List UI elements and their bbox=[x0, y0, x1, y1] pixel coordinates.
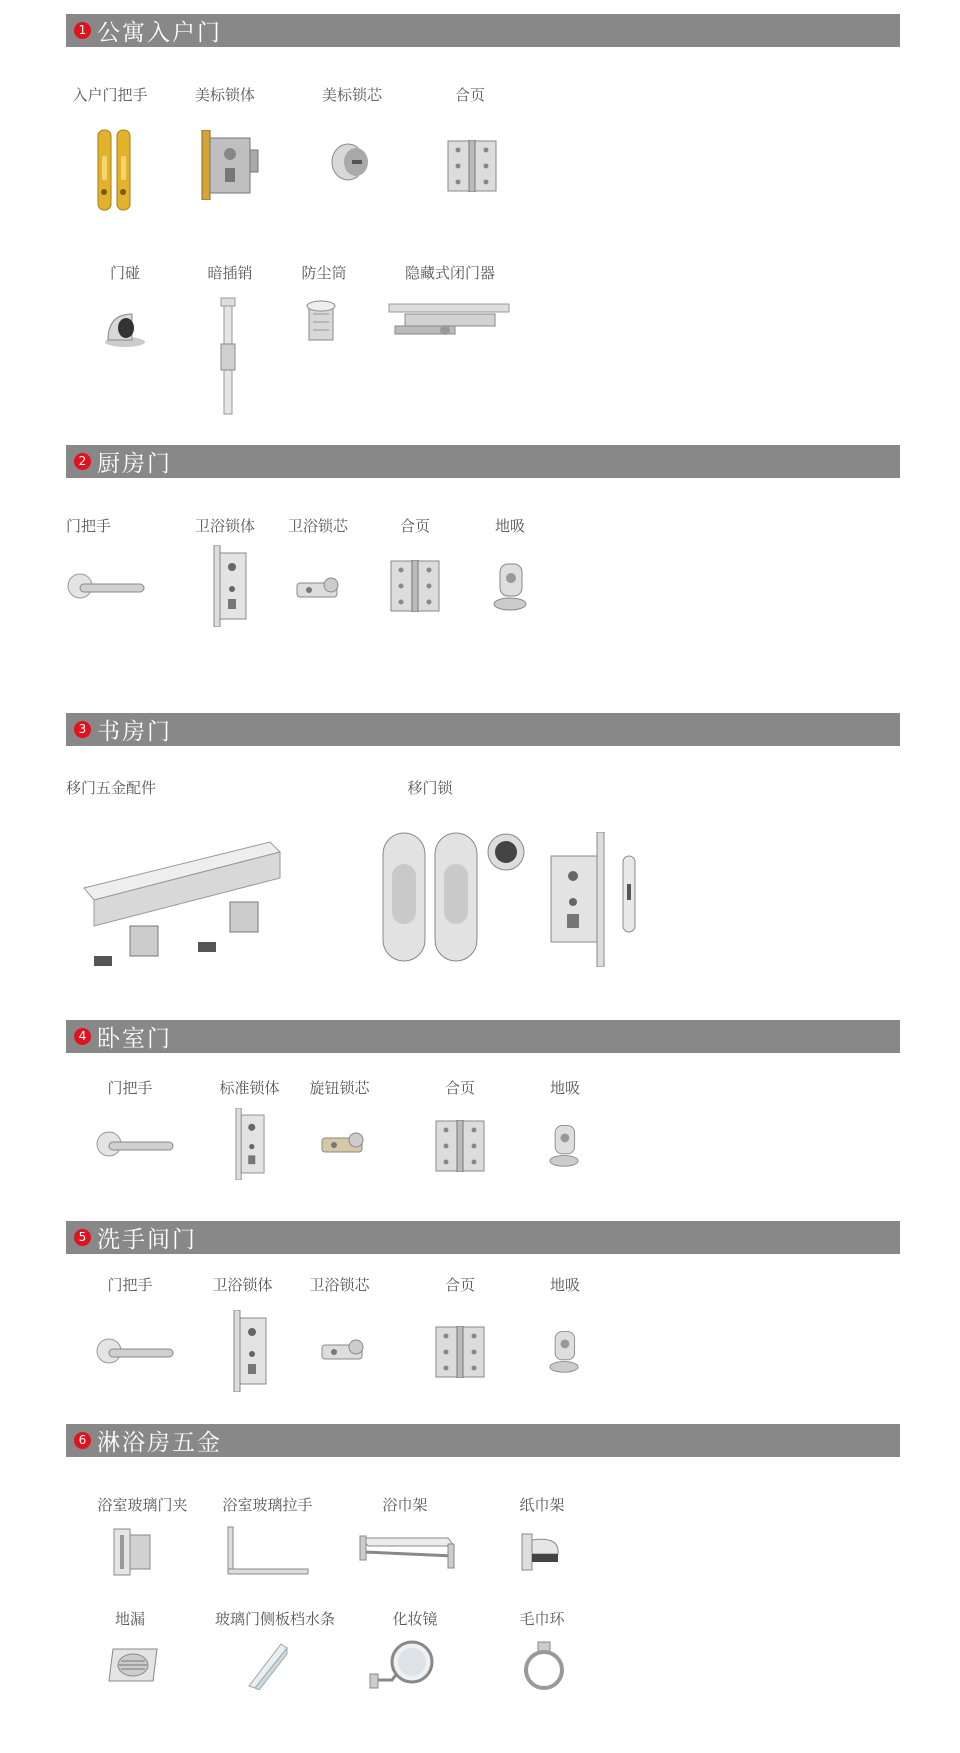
product-door-handle[interactable] bbox=[66, 515, 126, 536]
glass-pull-icon bbox=[222, 1525, 312, 1580]
section-title: 卧室门 bbox=[97, 1026, 172, 1052]
product-standard-mortise[interactable] bbox=[212, 1077, 287, 1098]
lock-cylinder-icon bbox=[330, 140, 374, 184]
towel-rack-icon bbox=[358, 1530, 458, 1570]
product-floor-stop[interactable] bbox=[490, 515, 530, 536]
lock-cylinder-icon bbox=[318, 1130, 368, 1160]
product-label: 浴巾架 bbox=[382, 1496, 428, 1514]
product-hinge[interactable] bbox=[435, 1274, 485, 1295]
mortise-lock-icon bbox=[200, 130, 260, 200]
product-label: 防尘筒 bbox=[301, 264, 347, 282]
product-concealed-closer[interactable] bbox=[395, 262, 505, 283]
product-label: 门把手 bbox=[66, 517, 112, 535]
product-door-stopper[interactable] bbox=[100, 262, 150, 283]
section-number-badge: 4 bbox=[74, 1028, 91, 1045]
product-label: 卫浴锁芯 bbox=[309, 1276, 370, 1294]
section-number-badge: 5 bbox=[74, 1229, 91, 1246]
product-bath-cylinder[interactable] bbox=[302, 1274, 377, 1295]
product-towel-ring[interactable] bbox=[512, 1608, 572, 1629]
flush-pull-icon bbox=[380, 830, 530, 965]
section-title: 厨房门 bbox=[97, 451, 172, 477]
floor-stop-icon bbox=[546, 1122, 582, 1168]
product-label: 浴室玻璃拉手 bbox=[222, 1496, 313, 1514]
lever-handle-icon bbox=[95, 1128, 175, 1160]
section-title: 书房门 bbox=[97, 719, 172, 745]
product-label: 移门锁 bbox=[407, 779, 453, 797]
lever-handle-icon bbox=[66, 570, 146, 602]
section-title: 公寓入户门 bbox=[97, 20, 222, 46]
product-floor-stop[interactable] bbox=[545, 1274, 585, 1295]
glass-clamp-icon bbox=[110, 1525, 155, 1580]
product-sliding-hardware[interactable] bbox=[66, 777, 176, 798]
product-label: 卫浴锁芯 bbox=[287, 517, 348, 535]
lock-cylinder-icon bbox=[318, 1337, 368, 1367]
product-label: 旋钮锁芯 bbox=[309, 1079, 370, 1097]
floor-drain-icon bbox=[105, 1645, 160, 1685]
product-makeup-mirror[interactable] bbox=[385, 1608, 445, 1629]
product-label: 卫浴锁体 bbox=[212, 1276, 273, 1294]
product-door-handle[interactable] bbox=[100, 1077, 160, 1098]
product-us-mortise[interactable] bbox=[180, 84, 270, 105]
product-dust-socket[interactable] bbox=[294, 262, 354, 283]
product-label: 地吸 bbox=[549, 1079, 580, 1097]
product-label: 毛巾环 bbox=[519, 1610, 565, 1628]
lock-cylinder-icon bbox=[293, 575, 343, 605]
section-number-badge: 1 bbox=[74, 22, 91, 39]
product-label: 移门五金配件 bbox=[66, 779, 157, 797]
product-label: 地吸 bbox=[494, 517, 525, 535]
product-label: 浴室玻璃门夹 bbox=[97, 1496, 188, 1514]
hinge-icon bbox=[435, 1326, 485, 1378]
flush-bolt-icon bbox=[215, 296, 241, 418]
product-label: 合页 bbox=[399, 517, 430, 535]
lever-handle-icon bbox=[95, 1335, 175, 1367]
product-seal-strip[interactable] bbox=[205, 1608, 345, 1629]
product-label: 门把手 bbox=[107, 1276, 153, 1294]
product-label: 隐藏式闭门器 bbox=[404, 264, 495, 282]
paper-holder-icon bbox=[520, 1528, 562, 1576]
makeup-mirror-icon bbox=[368, 1638, 434, 1694]
mortise-lock-icon bbox=[545, 832, 645, 967]
seal-strip-icon bbox=[245, 1640, 290, 1690]
product-glass-pull[interactable] bbox=[215, 1494, 320, 1515]
product-flush-bolt[interactable] bbox=[200, 262, 260, 283]
product-door-handle[interactable] bbox=[100, 1274, 160, 1295]
product-knob-cylinder[interactable] bbox=[302, 1077, 377, 1098]
product-label: 化妆镜 bbox=[392, 1610, 438, 1628]
product-label: 地吸 bbox=[549, 1276, 580, 1294]
product-hinge[interactable] bbox=[435, 1077, 485, 1098]
product-floor-stop[interactable] bbox=[545, 1077, 585, 1098]
product-bath-mortise[interactable] bbox=[205, 1274, 280, 1295]
hinge-icon bbox=[435, 1120, 485, 1172]
section-header-study bbox=[66, 713, 900, 746]
product-label: 纸巾架 bbox=[519, 1496, 565, 1514]
floor-stop-icon bbox=[546, 1328, 582, 1374]
product-hinge[interactable] bbox=[390, 515, 440, 536]
section-number-badge: 6 bbox=[74, 1432, 91, 1449]
section-header-bedroom bbox=[66, 1020, 900, 1053]
product-label: 美标锁体 bbox=[194, 86, 255, 104]
product-label: 门碰 bbox=[109, 264, 140, 282]
mortise-lock-icon bbox=[232, 1108, 268, 1180]
product-label: 合页 bbox=[444, 1079, 475, 1097]
hinge-icon bbox=[447, 140, 497, 192]
floor-stop-icon bbox=[490, 560, 530, 612]
product-us-cylinder[interactable] bbox=[312, 84, 392, 105]
product-bath-mortise[interactable] bbox=[190, 515, 260, 536]
product-towel-rack[interactable] bbox=[375, 1494, 435, 1515]
sliding-rail-icon bbox=[80, 838, 290, 973]
section-header-apartment-entry bbox=[66, 14, 900, 47]
product-label: 标准锁体 bbox=[219, 1079, 280, 1097]
section-header-kitchen bbox=[66, 445, 900, 478]
section-header-washroom bbox=[66, 1221, 900, 1254]
product-label: 合页 bbox=[454, 86, 485, 104]
section-number-badge: 2 bbox=[74, 453, 91, 470]
product-label: 卫浴锁体 bbox=[194, 517, 255, 535]
section-number-badge: 3 bbox=[74, 721, 91, 738]
hinge-icon bbox=[390, 560, 440, 612]
product-label: 入户门把手 bbox=[72, 86, 148, 104]
product-label: 玻璃门侧板档水条 bbox=[214, 1610, 335, 1628]
mortise-lock-icon bbox=[232, 1310, 268, 1392]
product-bath-cylinder[interactable] bbox=[283, 515, 353, 536]
product-glass-clamp[interactable] bbox=[90, 1494, 195, 1515]
section-title: 洗手间门 bbox=[97, 1227, 197, 1253]
door-stopper-icon bbox=[102, 308, 148, 348]
door-closer-icon bbox=[385, 300, 513, 345]
product-sliding-lock[interactable] bbox=[400, 777, 460, 798]
product-paper-holder[interactable] bbox=[512, 1494, 572, 1515]
towel-ring-icon bbox=[522, 1640, 566, 1692]
section-title: 淋浴房五金 bbox=[97, 1430, 222, 1456]
product-label: 美标锁芯 bbox=[321, 86, 382, 104]
product-hinge[interactable] bbox=[445, 84, 495, 105]
section-header-shower bbox=[66, 1424, 900, 1457]
product-label: 合页 bbox=[444, 1276, 475, 1294]
door-handle-gold-icon bbox=[95, 128, 135, 213]
product-label: 暗插销 bbox=[207, 264, 253, 282]
product-label: 地漏 bbox=[114, 1610, 145, 1628]
mortise-lock-icon bbox=[212, 545, 248, 627]
dust-socket-icon bbox=[305, 300, 337, 344]
product-entry-handle[interactable] bbox=[60, 84, 160, 105]
product-label: 门把手 bbox=[107, 1079, 153, 1097]
product-floor-drain[interactable] bbox=[100, 1608, 160, 1629]
